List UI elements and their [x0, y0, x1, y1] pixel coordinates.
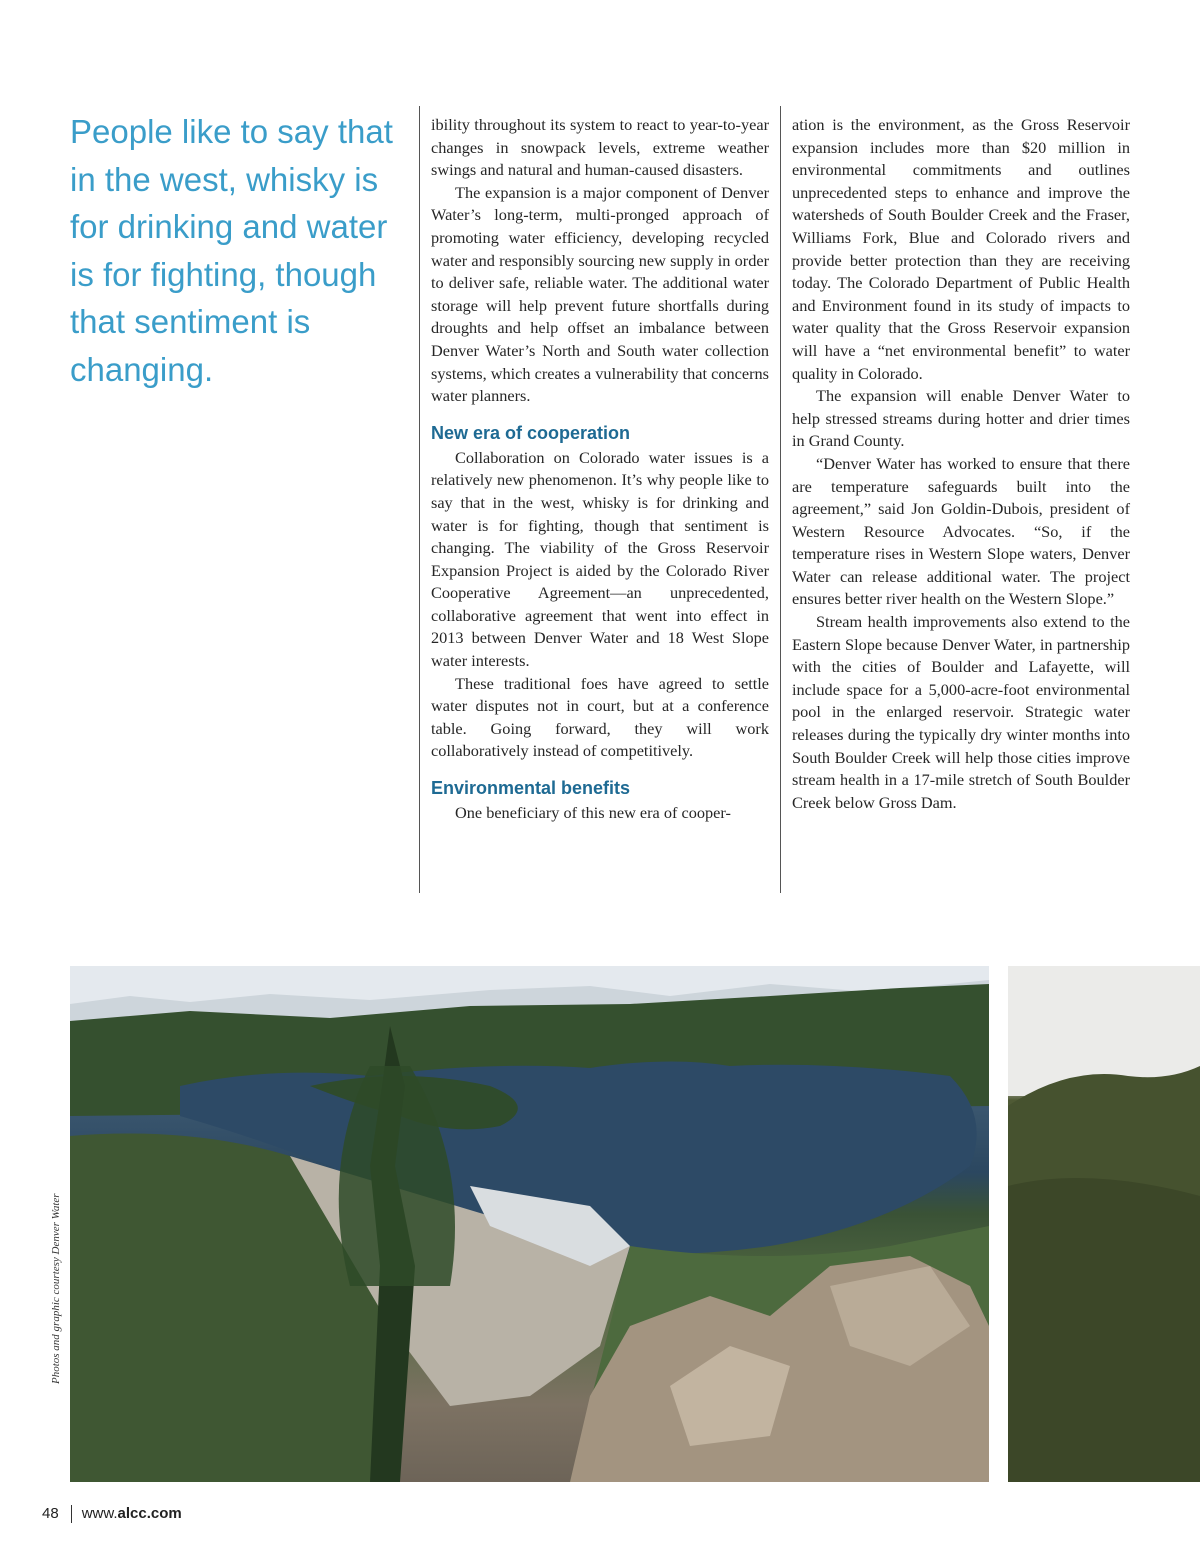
column-divider-right [780, 106, 781, 893]
footer-url-prefix: www. [81, 1505, 118, 1522]
pull-quote: People like to say that in the west, whisky is for drinking and water is for fighting, though that sentiment is changing. [70, 113, 393, 388]
paragraph: The expansion will enable Denver Water to help stressed streams during hotter and drier times in Grand County. [792, 386, 1130, 451]
forest-photo-illustration [1008, 966, 1200, 1482]
section-heading-environmental: Environmental benefits [431, 778, 631, 799]
paragraph: “Denver Water has worked to ensure that there are temperature safeguards built into the agreement,” said Jon Goldin-Dubois, president of Western Resource Advocates. “So, if the temperature rises in Western Slope waters, Denver Water can release additional water. The project ensures better river health on the Western Slope.” [792, 453, 1130, 609]
paragraph: Stream health improvements also extend to the Eastern Slope because Denver Water, in partnership with the cities of Boulder and Lafayette, will include space for a 5,000-acre-foot environmental pool in the enlarged reservoir. Strategic water releases during the typically dry winter months into South Boulder Creek will help those cities improve stream health in a 17-mile stretch of South Boulder Creek below Gross Dam. [792, 612, 1130, 812]
reservoir-photo [70, 966, 989, 1482]
page-footer [42, 1505, 182, 1523]
paragraph: ation is the environment, as the Gross Reservoir expansion includes more than $20 million in environmental commitments and outlines unprecedented steps to enhance and improve the watersheds of South Boulder Creek and the Fraser, Williams Fork, Blue and Colorado rivers and provide better protection than they are receiving today. The Colorado Department of Public Health and Environment found in its study of impacts to water quality that the Gross Reservoir expansion will have a “net environmental benefit” to water quality in Colorado. [792, 115, 1130, 383]
article-column-left [431, 114, 769, 825]
footer-separator [71, 1505, 72, 1523]
footer-url-domain: alcc.com [117, 1505, 182, 1522]
paragraph: ibility throughout its system to react to year-to-year changes in snowpack levels, extreme weather swings and natural and human-caused disasters. [431, 115, 769, 180]
page-number: 48 [42, 1505, 59, 1522]
section-heading-cooperation: New era of cooperation [431, 422, 631, 443]
paragraph: One beneficiary of this new era of cooper- [455, 803, 731, 823]
column-divider-left [419, 106, 420, 893]
photo-credit: Photos and graphic courtesy Denver Water [50, 1193, 62, 1384]
article-column-right [792, 114, 1130, 814]
paragraph: Collaboration on Colorado water issues is a relatively new phenomenon. It’s why people like to say that in the west, whisky is for drinking and water is for fighting, though that sentiment is changing. The viability of the Gross Reservoir Expansion Project is aided by the Colorado River Cooperative Agreement—an unprecedented, collaborative agreement that went into effect in 2013 between Denver Water and 18 West Slope water interests. [431, 447, 769, 671]
paragraph: These traditional foes have agreed to settle water disputes not in court, but at a conference table. Going forward, they will work collaboratively instead of competitively. [431, 673, 769, 761]
forest-hillside-photo [1008, 966, 1200, 1482]
paragraph: The expansion is a major component of Denver Water’s long-term, multi-pronged approach of promoting water efficiency, developing recycled water and responsibly sourcing new supply in order to deliver safe, reliable water. The additional water storage will help prevent future shortfalls during droughts and help offset an imbalance between Denver Water’s North and South water collection systems, which creates a vulnerability that concerns water planners. [431, 182, 769, 406]
reservoir-photo-illustration [70, 966, 989, 1482]
